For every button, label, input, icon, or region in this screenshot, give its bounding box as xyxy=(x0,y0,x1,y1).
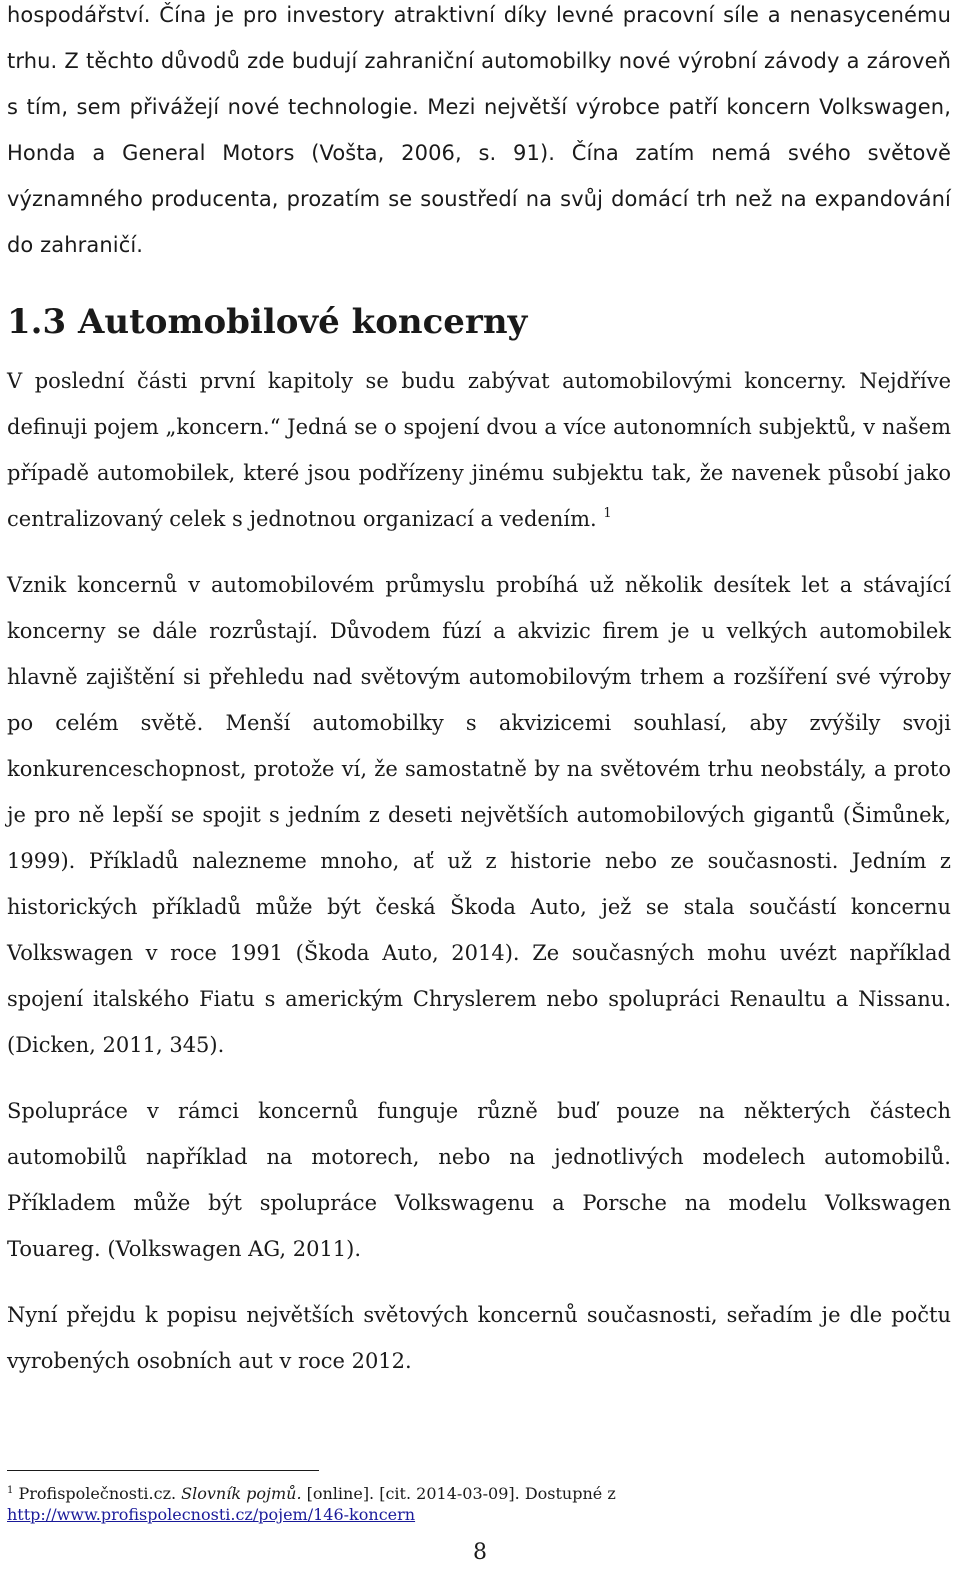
paragraph-next: Nyní přejdu k popisu největších světových koncernů současnosti, seřadím je dle počtu vyrobených osobních aut v roce 2012. xyxy=(7,1303,951,1373)
paragraph-koncern-definition xyxy=(7,358,951,542)
body-text xyxy=(7,0,951,1384)
footnote xyxy=(7,1483,951,1525)
paragraph-koncern-history: Vznik koncernů v automobilovém průmyslu probíhá už několik desítek let a stávající koncerny se dále rozrůstají. Důvodem fúzí a akvizic firem je u velkých automobilek hlavně zajištění si přehledu nad světovým automobilovým trhem a rozšíření své výroby po celém světě. Menší automobilky s akvizicemi souhlasí, aby zvýšily svoji konkurenceschopnost, protože ví, že samostatně by na světovém trhu neobstály, a proto je pro ně lepší se spojit s jedním z deseti největších automobilových gigantů (Šimůnek, 1999). Příkladů nalezneme mnoho, ať už z historie nebo ze současnosti. Jedním z historických příkladů může být česká Škoda Auto, jež se stala součástí koncernu Volkswagen v roce 1991 (Škoda Auto, 2014). Ze současných mohu uvézt například spojení italského Fiatu s americkým Chryslerem nebo spolupráci Renaultu a Nissanu. (Dicken, 2011, 345). xyxy=(7,573,951,1057)
footnote-divider xyxy=(7,1470,319,1471)
footnote-ref[interactable]: 1 xyxy=(603,506,612,521)
page-number: 8 xyxy=(473,1540,487,1565)
footnote-source: Profispolečnosti.cz. xyxy=(18,1484,177,1503)
footnote-link[interactable]: http://www.profispolecnosti.cz/pojem/146-koncern xyxy=(7,1505,416,1524)
paragraph-china: hospodářství. Čína je pro investory atraktivní díky levné pracovní síle a nenasycenému trhu. Z těchto důvodů zde budují zahraniční automobilky nové výrobní závody a zároveň s tím, sem přivážejí nové technologie. Mezi největší výrobce patří koncern Volkswagen, Honda a General Motors (Vošta, 2006, s. 91). Čína zatím nemá svého světově významného producenta, prozatím se soustředí na svůj domácí trh než na expandování do zahraničí. xyxy=(7,3,951,257)
paragraph-koncern-text: V poslední části první kapitoly se budu zabývat automobilovými koncerny. Nejdříve definuji pojem „koncern.“ Jedná se o spojení dvou a více autonomních subjektů, v našem případě automobilek, které jsou podřízeny jinému subjektu tak, že navenek působí jako centralizovaný celek s jednotnou organizací a vedením. xyxy=(7,369,951,531)
footnote-cite: [online]. [cit. 2014-03-09]. Dostupné z xyxy=(306,1484,616,1503)
paragraph-cooperation: Spolupráce v rámci koncernů funguje různě buď pouze na některých částech automobilů například na motorech, nebo na jednotlivých modelech automobilů. Příkladem může být spolupráce Volkswagenu a Porsche na modelu Volkswagen Touareg. (Volkswagen AG, 2011). xyxy=(7,1099,951,1261)
footnote-number: 1 xyxy=(7,1485,14,1496)
section-heading: 1.3 Automobilové koncerny xyxy=(7,302,528,342)
footnote-title: Slovník pojmů. xyxy=(181,1484,302,1503)
